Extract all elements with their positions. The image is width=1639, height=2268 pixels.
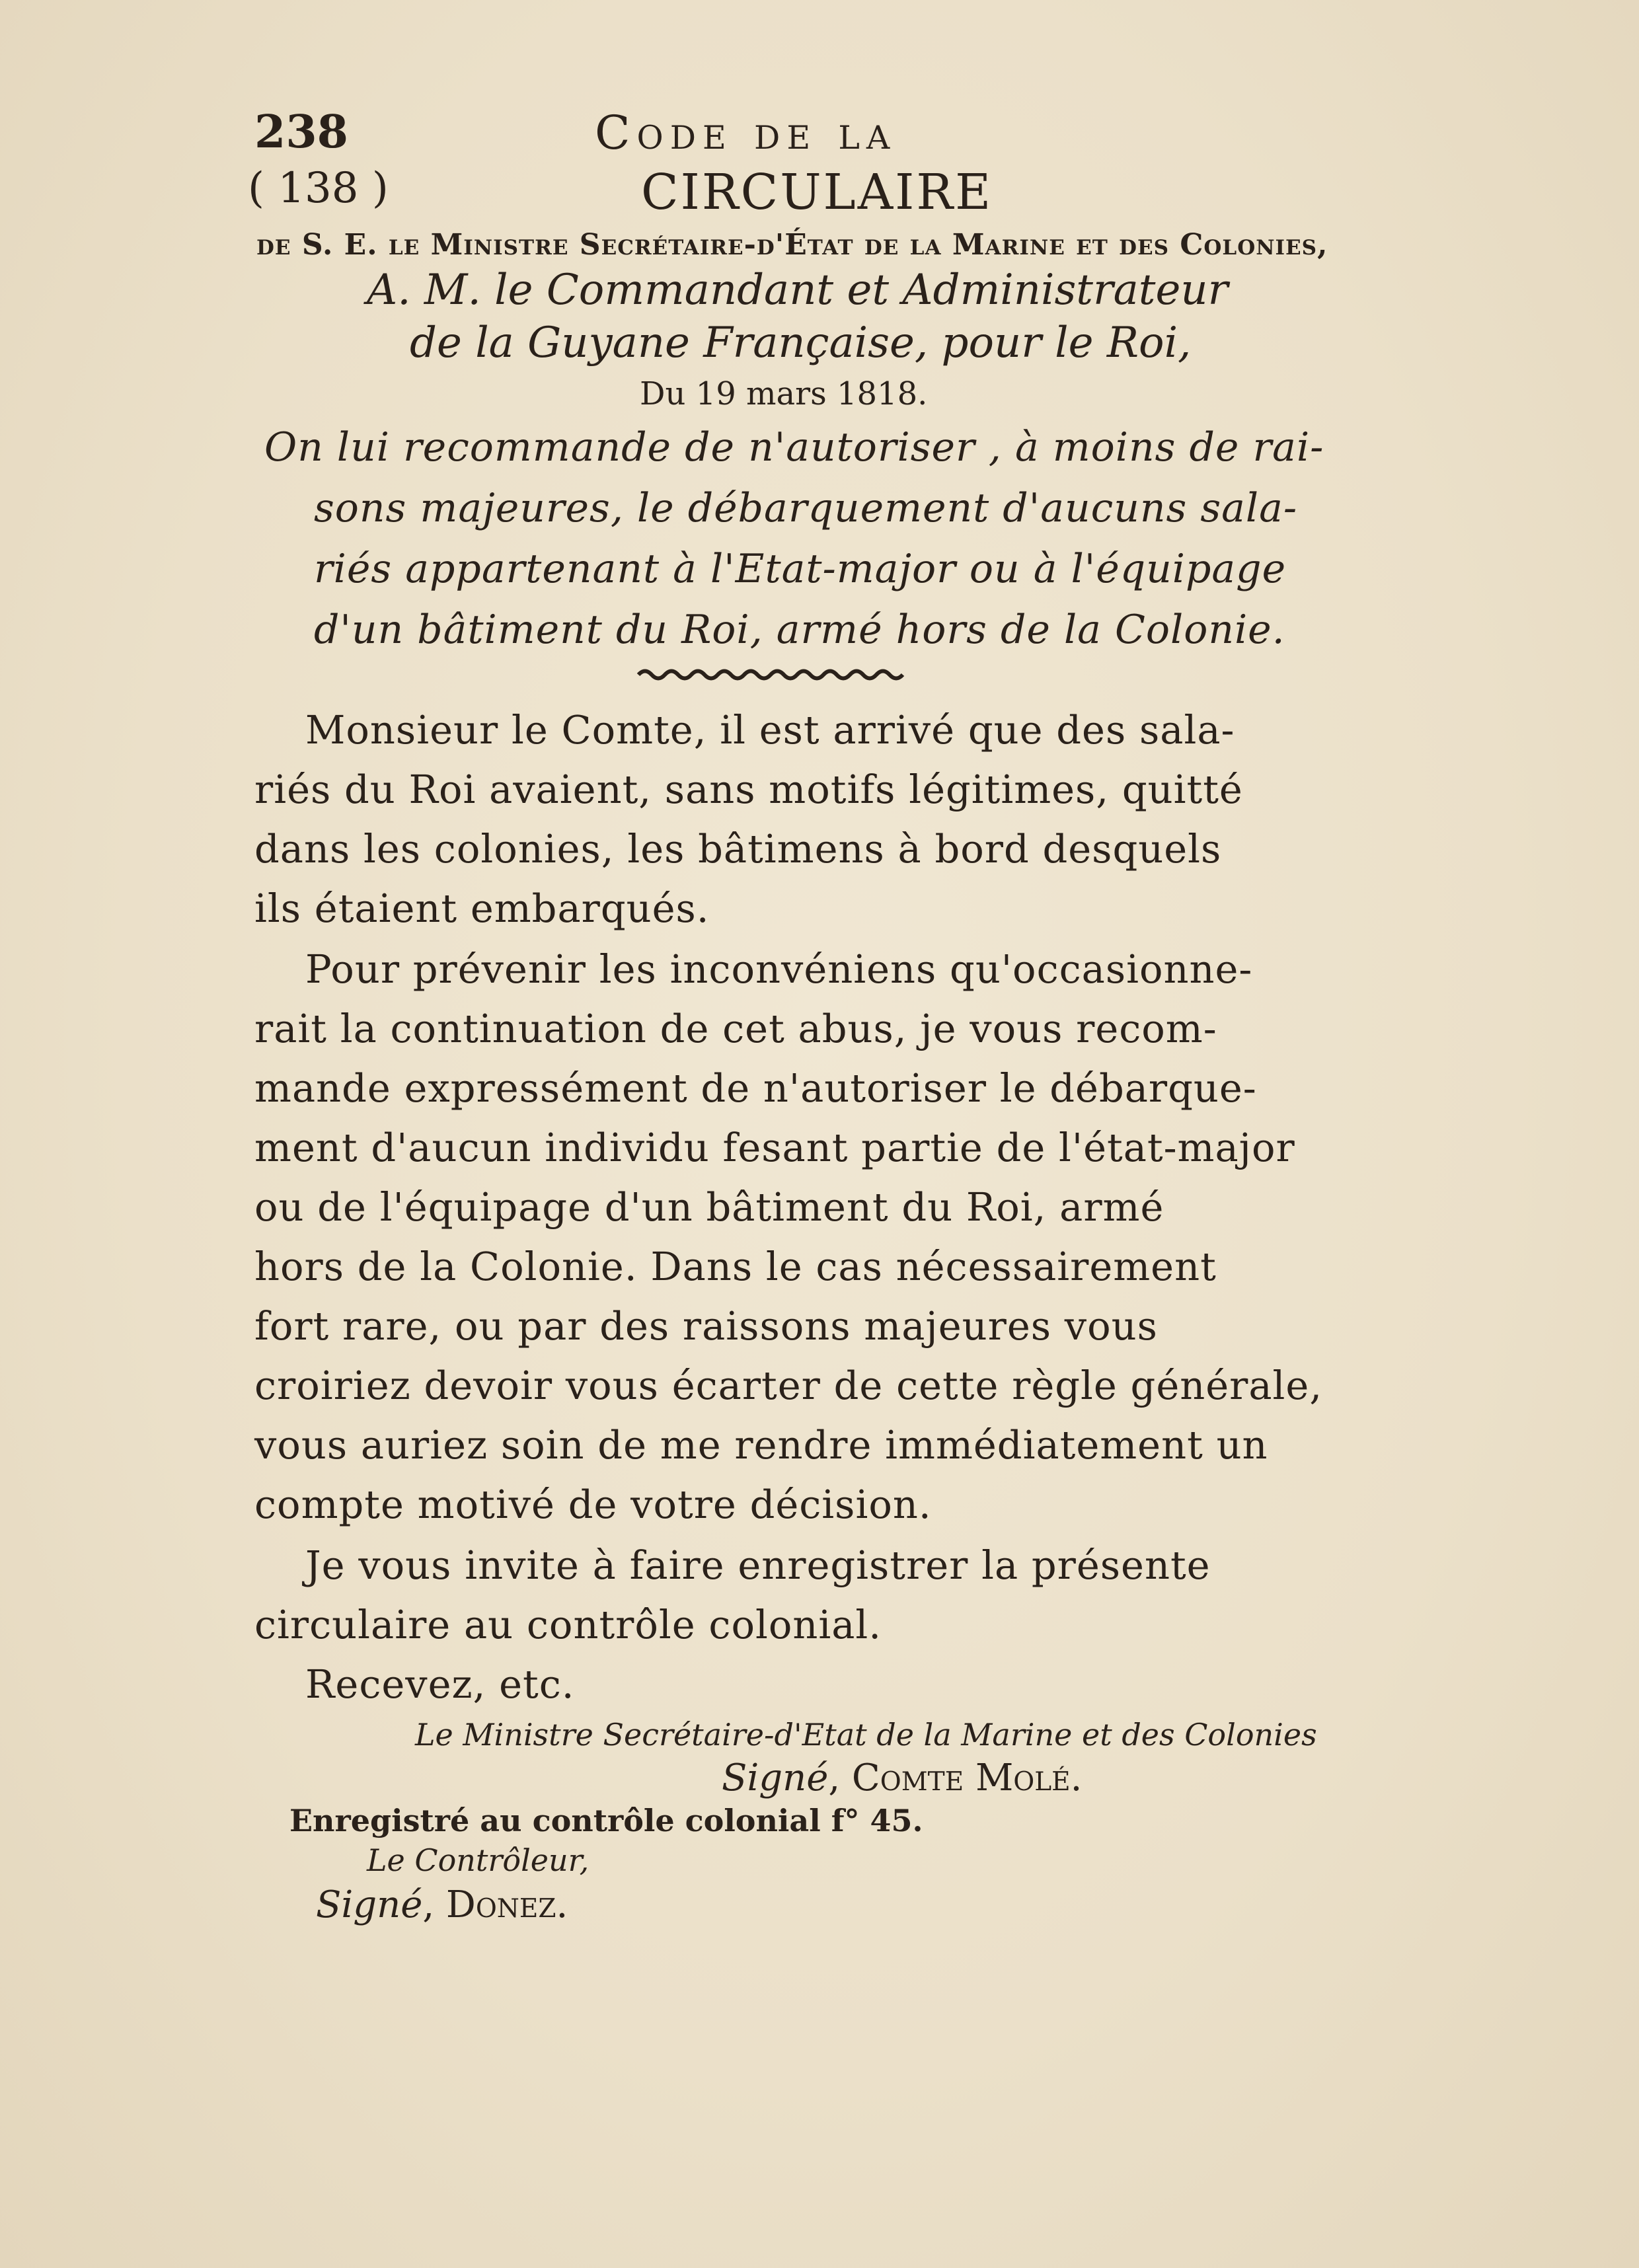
summary-line: d'un bâtiment du Roi, armé hors de la Colonie. [314,607,1285,653]
signed-label: Signé [316,1883,423,1926]
body-line: mande expressément de n'autoriser le débarque- [254,1065,1257,1111]
body-line: Monsieur le Comte, il est arrivé que des sala- [305,707,1235,753]
body-line: ils étaient embarqués. [254,886,710,931]
recipient-line-1: A. M. le Commandant et Administrateur [367,266,1229,315]
body-line: circulaire au contrôle colonial. [254,1602,882,1647]
summary-line: sons majeures, le débarquement d'aucuns sala- [314,485,1298,531]
body-line: rait la continuation de cet abus, je vous recom- [254,1006,1217,1051]
body-line: ou de l'équipage d'un bâtiment du Roi, armé [254,1184,1164,1230]
body-line: dans les colonies, les bâtimens à bord desquels [254,826,1222,872]
signed-label: Signé [722,1757,829,1799]
minister-title: Le Ministre Secrétaire-d'Etat de la Marine et des Colonies [415,1717,1317,1753]
page-number: 238 [254,106,348,159]
summary-line: On lui recommande de n'autoriser , à moins de rai- [264,424,1324,471]
body-line: riés du Roi avaient, sans motifs légitimes, quitté [254,767,1243,812]
minister-signature [722,1757,1082,1799]
body-line: hors de la Colonie. Dans le cas nécessairement [254,1244,1217,1289]
body-line: Recevez, etc. [305,1661,575,1707]
registration-note: Enregistré au contrôle colonial f° 45. [289,1803,923,1838]
original-page-number: ( 138 ) [248,164,389,213]
date-line: Du 19 mars 1818. [640,375,928,412]
circular-title: CIRCULAIRE [641,164,993,221]
sender-line: de S. E. le Ministre Secrétaire-d'État de la Marine et des Colonies, [256,228,1328,262]
controller-signature [316,1883,568,1926]
body-line: fort rare, ou par des raissons majeures vous [254,1303,1158,1349]
body-line: Pour prévenir les inconvéniens qu'occasionne- [305,946,1253,992]
summary-line: riés appartenant à l'Etat-major ou à l'équipage [314,546,1287,592]
recipient-line-2: de la Guyane Française, pour le Roi, [410,319,1192,367]
body-line: ment d'aucun individu fesant partie de l'état-major [254,1125,1295,1170]
body-line: Je vous invite à faire enregistrer la présente [305,1542,1211,1588]
controller-title: Le Contrôleur, [367,1842,590,1878]
body-line: croiriez devoir vous écarter de cette règle générale, [254,1363,1323,1408]
body-line: compte motivé de votre décision. [254,1482,932,1527]
ornamental-divider [636,666,911,683]
running-title: Code de la [595,106,897,160]
minister-name: , Comte Molé. [828,1757,1083,1799]
body-line: vous auriez soin de me rendre immédiatement un [254,1422,1268,1468]
controller-name: , Donez. [422,1883,568,1926]
